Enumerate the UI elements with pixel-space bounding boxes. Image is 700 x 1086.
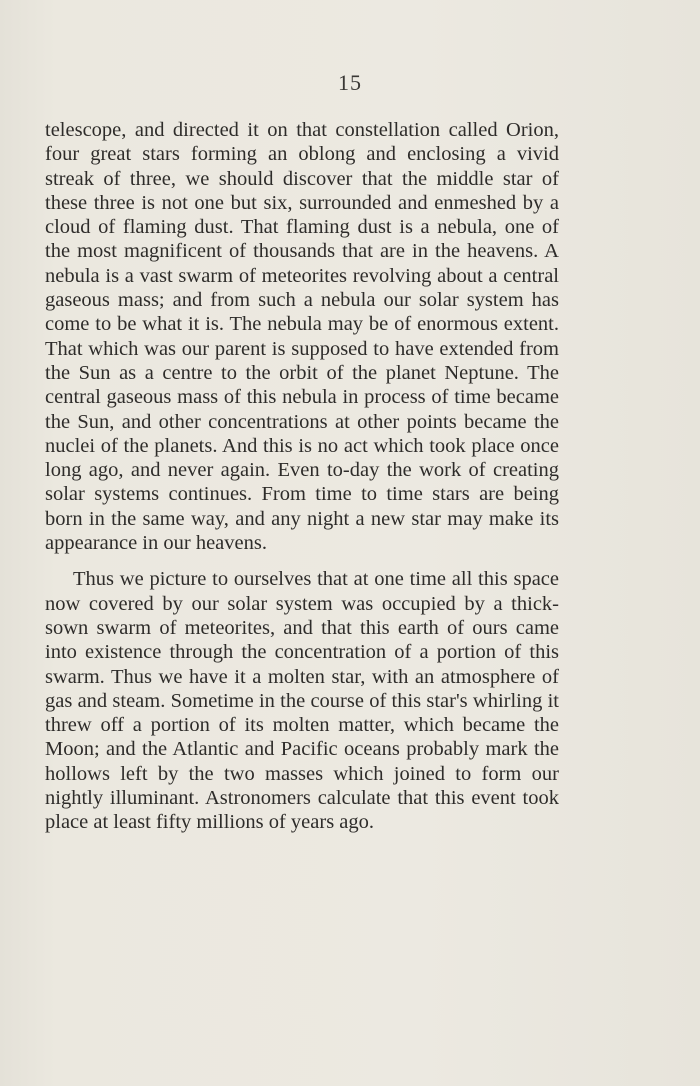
body-text <box>45 118 559 835</box>
paragraph-1: telescope, and directed it on that constellation called Orion, four great stars forming an oblong and enclosing a vivid streak of three, we should discover that the middle star of these three is not one but six, surrounded and enmeshed by a cloud of flaming dust. That flaming dust is a nebula, one of the most magnificent of thousands that are in the heavens. A nebula is a vast swarm of meteorites revolving about a central gaseous mass; and from such a nebula our solar system has come to be what it is. The nebula may be of enormous extent. That which was our parent is supposed to have extended from the Sun as a centre to the orbit of the planet Neptune. The central gaseous mass of this nebula in process of time became the Sun, and other concentrations at other points became the nuclei of the planets. And this is no act which took place once long ago, and never again. Even to-day the work of creating solar systems continues. From time to time stars are being born in the same way, and any night a new star may make its appearance in our heavens. <box>45 119 559 555</box>
page-number: 15 <box>338 70 362 95</box>
paragraph-2: Thus we picture to ourselves that at one time all this space now covered by our solar system was occupied by a thick-sown swarm of meteorites, and that this earth of ours came into existence through the concentration of a portion of this swarm. Thus we have it a molten star, with an atmosphere of gas and steam. Sometime in the course of this star's whirling it threw off a portion of its molten matter, which became the Moon; and the Atlantic and Pacific oceans probably mark the hollows left by the two masses which joined to form our nightly illuminant. Astronomers calculate that this event took place at least fifty millions of years ago. <box>45 568 559 834</box>
